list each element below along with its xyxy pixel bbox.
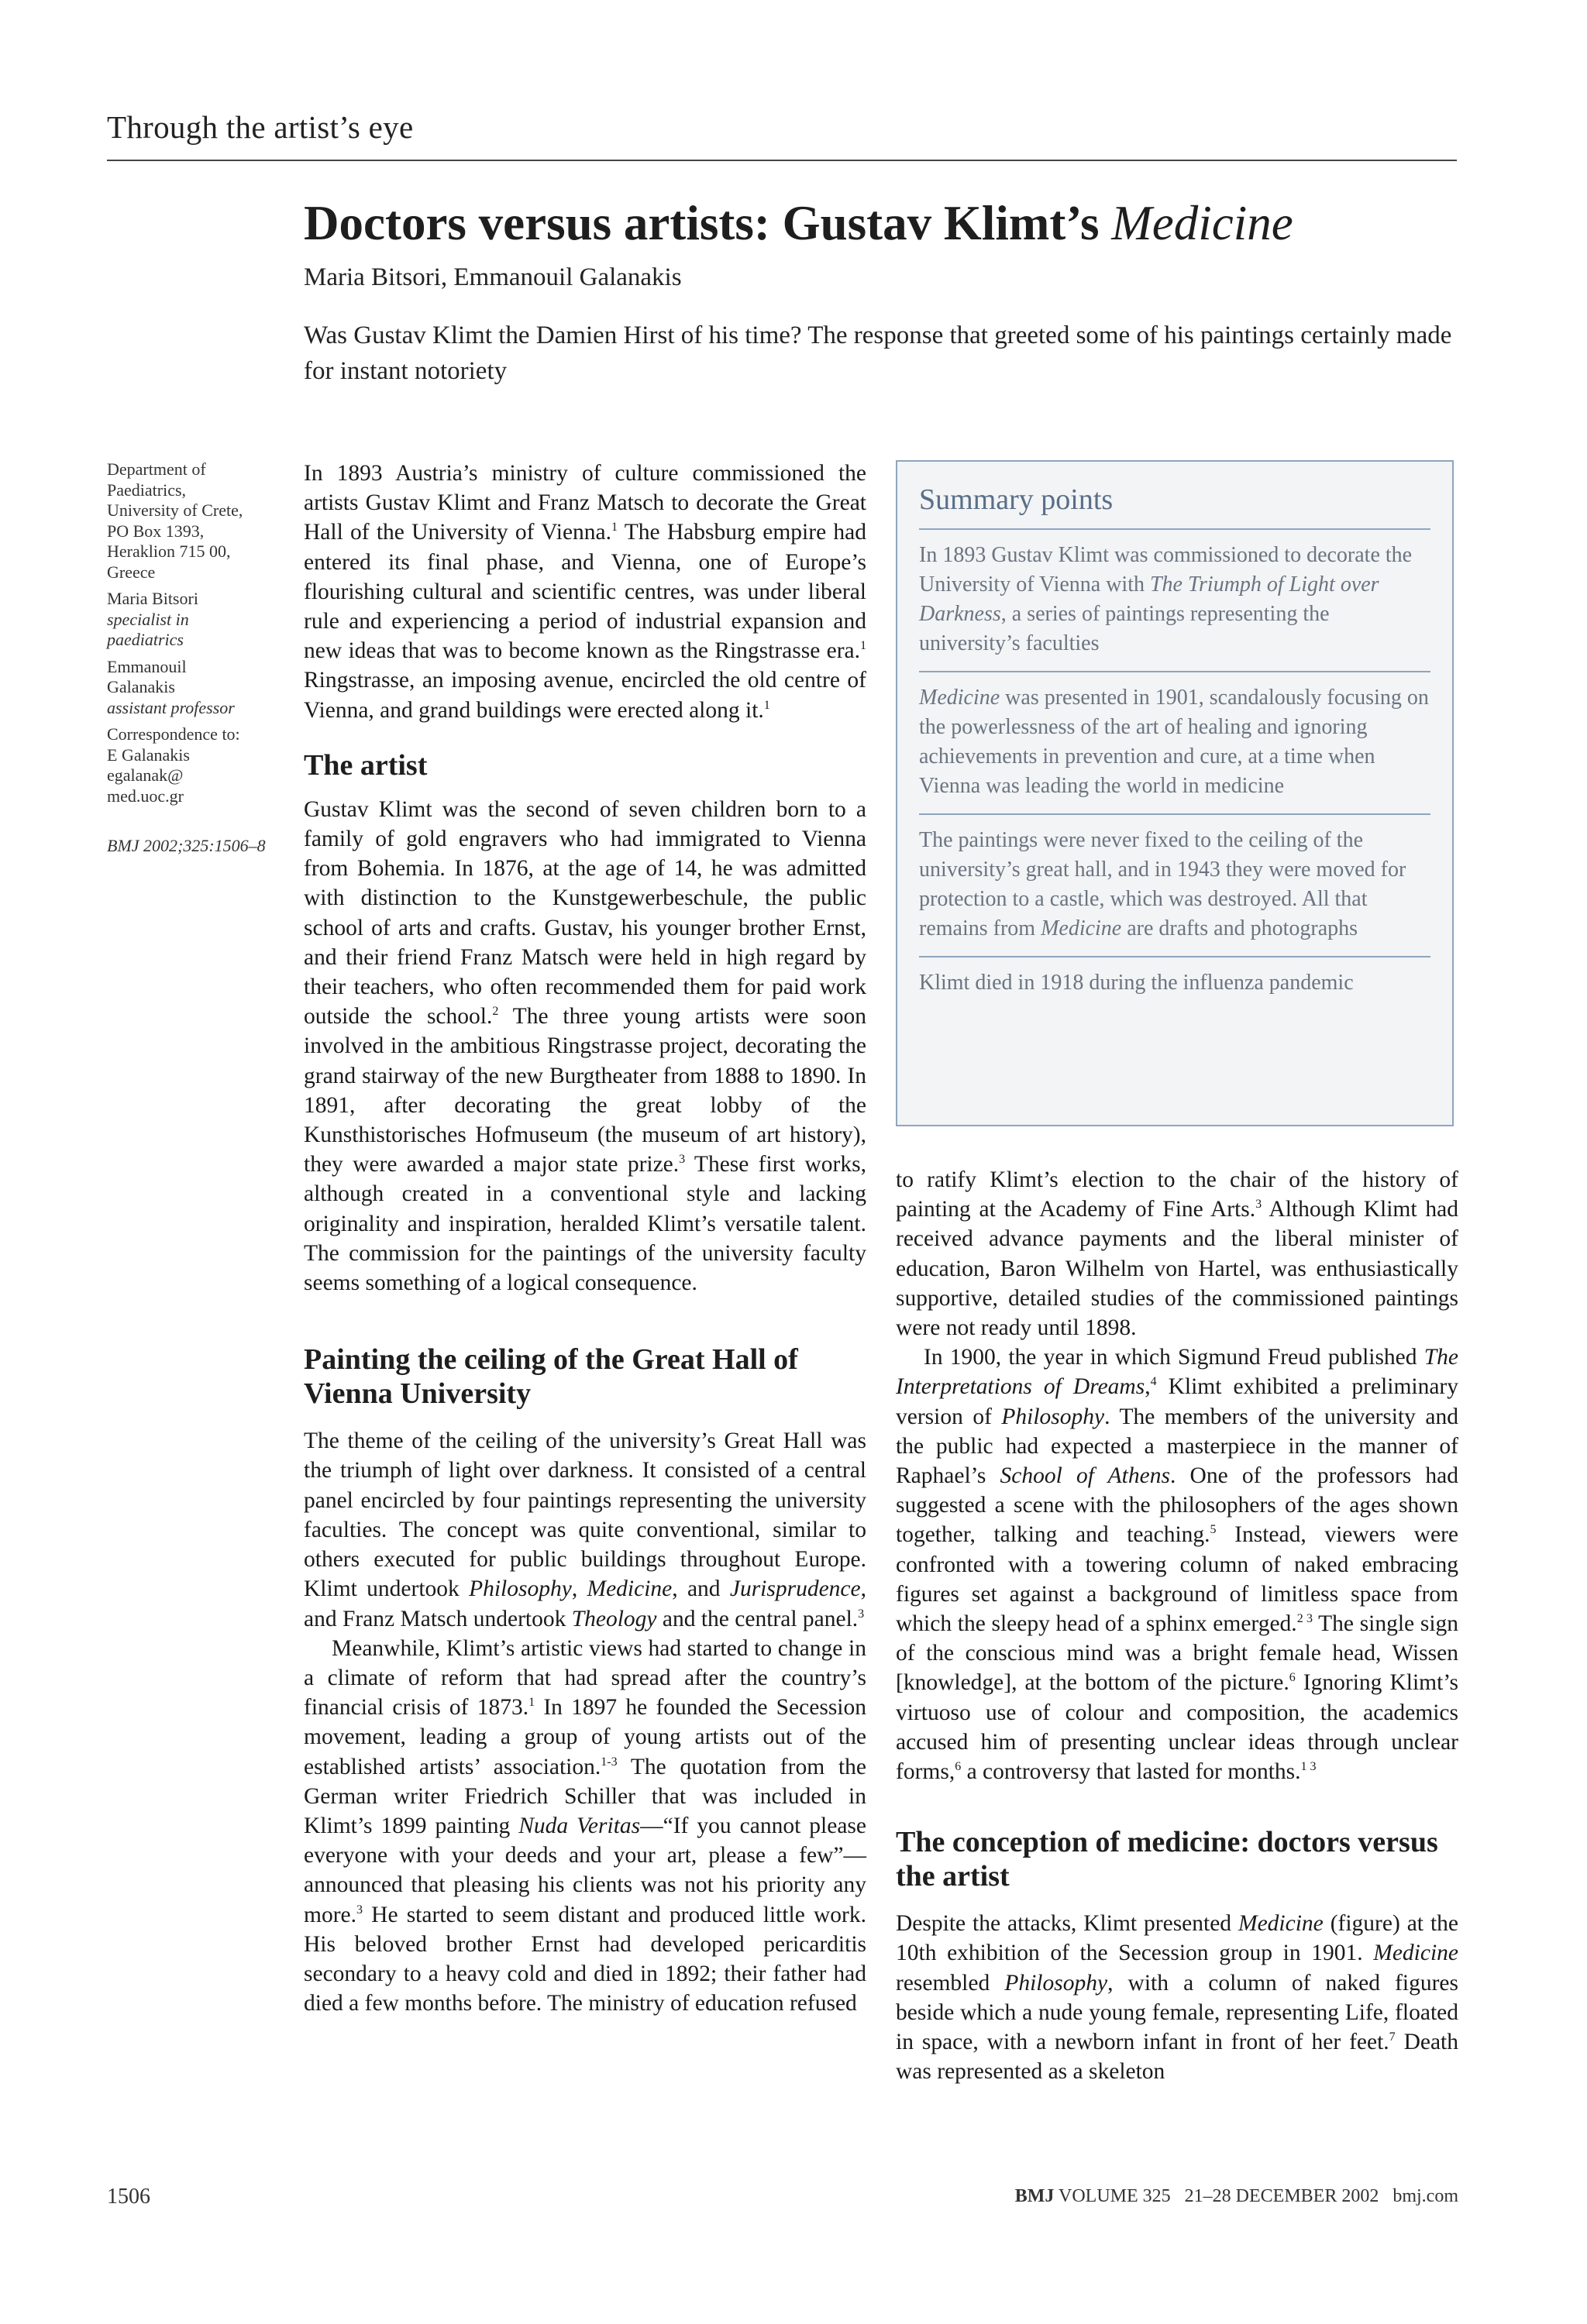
summary-point: Klimt died in 1918 during the influenza pandemic bbox=[919, 971, 1354, 995]
section-label: Through the artist’s eye bbox=[107, 109, 414, 145]
section-heading: The artist bbox=[304, 748, 428, 782]
header-rule bbox=[107, 160, 1457, 161]
summary-title: Summary points bbox=[919, 483, 1114, 516]
paragraph: to ratify Klimt’s election to the chair of the history of painting at the Academy of Fine Arts.$^3$ Although Klimt had received advance payments and the liberal minister of education, Baron Wilhelm von Hartel, was enthusiastically supportive, detailed studies of the commissioned paintings were not ready until 1898. bbox=[896, 1167, 1458, 1341]
paragraph: Meanwhile, Klimt’s artistic views had started to change in a climate of reform that had spread after the country’s financial crisis of 1873.$^1$ In 1897 he founded the Secession movement, leading a group of young artists out of the established artists’ association.$^{1-3}$ The quotation from the German writer Friedrich Schiller that was included in Klimt’s 1899 painting Nuda Veritas—“If you cannot please everyone with your deeds and your art, please a few”—announced that pleasing his clients was not his priority any more.$^3$ He started to seem distant and produced little work. His beloved brother Ernst had developed pericarditis secondary to a heavy cold and died in 1892; their father had died a few months before. The ministry of education refused bbox=[304, 1635, 866, 2016]
authors: Maria Bitsori, Emmanouil Galanakis bbox=[304, 263, 682, 291]
summary-divider bbox=[919, 671, 1430, 672]
affiliation-line: University of Crete, bbox=[107, 500, 243, 520]
author2-block bbox=[107, 657, 274, 719]
correspondence-line: E Galanakis bbox=[107, 744, 190, 765]
journal-issue: VOLUME 325 21–28 DECEMBER 2002 bmj.com bbox=[1054, 2186, 1458, 2206]
article-title bbox=[304, 195, 1293, 252]
title-italic: Medicine bbox=[1111, 196, 1293, 250]
correspondence-line: Correspondence to: bbox=[107, 724, 240, 744]
affiliation-line: Greece bbox=[107, 562, 156, 582]
section-heading: Painting the ceiling of the Great Hall of Vienna University bbox=[304, 1343, 798, 1411]
citation: BMJ 2002;325:1506–8 bbox=[107, 836, 266, 855]
summary-point: Medicine was presented in 1901, scandalously focusing on the powerlessness of the art of healing and ignoring achievements in prevention and cure, at a time when Vienna was leading the world in medicine bbox=[919, 686, 1429, 798]
affiliation-line: Department of bbox=[107, 459, 206, 479]
affiliation-line: Heraklion 715 00, bbox=[107, 541, 231, 561]
affiliation-line: PO Box 1393, bbox=[107, 521, 205, 541]
page-number: 1506 bbox=[107, 2185, 150, 2209]
author1-role: paediatrics bbox=[107, 630, 184, 649]
author2-role: assistant professor bbox=[107, 697, 235, 717]
summary-divider bbox=[919, 528, 1430, 530]
paragraph: In 1893 Austria’s ministry of culture commissioned the artists Gustav Klimt and Franz Matsch to decorate the Great Hall of the University of Vienna.$^1$ The Habsburg empire had entered its final phase, and Vienna, one of Europe’s flourishing cultural and scientific centres, was under liberal rule and experiencing a period of industrial expansion and new ideas that was to become known as the Ringstrasse era.$^1$ Ringstrasse, an imposing avenue, encircled the old centre of Vienna, and grand buildings were erected along it.$^1$ bbox=[304, 461, 866, 723]
author1-role: specialist in bbox=[107, 609, 189, 629]
summary-divider bbox=[919, 956, 1430, 957]
correspondence bbox=[107, 724, 274, 806]
journal-footer bbox=[1015, 2186, 1458, 2207]
paragraph: In 1900, the year in which Sigmund Freud published The Interpretations of Dreams,$^4$ Klimt exhibited a preliminary version of Philosophy. The members of the university and the public had expected a masterpiece in the manner of Raphael’s School of Athens. One of the professors had suggested a scene with the philosophers of the ages shown together, talking and teaching.$^5$ Instead, viewers were confronted with a towering column of naked embracing figures set against a background of limitless space from which the sleepy head of a sphinx emerged.$^{2 3}$ The single sign of the conscious mind was a bright female head, Wissen [knowledge], at the bottom of the picture.$^6$ Ignoring Klimt’s virtuoso use of colour and composition, the academics accused him of presenting unclear ideas through unclear forms,$^6$ a controversy that lasted for months.$^{1 3}$ bbox=[896, 1345, 1459, 1785]
author2-name: Emmanouil bbox=[107, 656, 187, 676]
summary-point: In 1893 Gustav Klimt was commissioned to decorate the University of Vienna with The Triumph of Light over Darkness, a series of paintings representing the university’s faculties bbox=[919, 543, 1413, 655]
body-column-1 bbox=[304, 459, 866, 2018]
affiliation bbox=[107, 459, 274, 583]
summary-divider bbox=[919, 813, 1430, 815]
author2-name: Galanakis bbox=[107, 677, 175, 696]
journal-name: BMJ bbox=[1014, 2186, 1055, 2206]
author-sidebar bbox=[107, 459, 274, 863]
affiliation-line: Paediatrics, bbox=[107, 480, 187, 500]
standfirst: Was Gustav Klimt the Damien Hirst of his time? The response that greeted some of his paintings certainly made for instant notoriety bbox=[304, 321, 1452, 385]
paragraph: The theme of the ceiling of the university’s Great Hall was the triumph of light over darkness. It consisted of a central panel encircled by four paintings representing the university faculties. The concept was quite conventional, similar to others executed for public buildings throughout Europe. Klimt undertook Philosophy, Medicine, and Jurisprudence, and Franz Matsch undertook Theology and the central panel.$^3$ bbox=[304, 1428, 866, 1631]
section-heading: The conception of medicine: doctors versus the artist bbox=[896, 1826, 1438, 1893]
author1-block bbox=[107, 589, 274, 651]
paragraph: Despite the attacks, Klimt presented Medicine (figure) at the 10th exhibition of the Secession group in 1901. Medicine resembled Philosophy, with a column of naked figures beside which a nude young female, representing Life, floated in space, with a newborn infant in front of her feet.$^7$ Death was represented as a skeleton bbox=[896, 1911, 1459, 2085]
title-text: Doctors versus artists: Gustav Klimt’s bbox=[304, 196, 1112, 250]
summary-points-box bbox=[896, 460, 1454, 1126]
correspondence-email[interactable]: med.uoc.gr bbox=[107, 786, 184, 806]
correspondence-email[interactable]: egalanak@ bbox=[107, 765, 184, 785]
paragraph: Gustav Klimt was the second of seven children born to a family of gold engravers who had immigrated to Vienna from Bohemia. In 1876, at the age of 14, he was admitted with distinction to the Kunstgewerbeschule, the public school of arts and crafts. Gustav, his younger brother Ernst, and their friend Franz Matsch were held in high regard by their teachers, who often recommended them for paid work outside the school.$^2$ The three young artists were soon involved in the ambitious Ringstrasse project, decorating the grand stairway of the new Burgtheater from 1888 to 1890. In 1891, after decorating the great lobby of the Kunsthistorisches Hofmuseum (the museum of art history), they were awarded a major state prize.$^3$ These first works, although created in a conventional style and lacking originality and inspiration, heralded Klimt’s versatile talent. The commission for the paintings of the university faculty seems something of a logical consequence. bbox=[304, 796, 866, 1296]
body-column-2 bbox=[896, 1165, 1458, 2086]
summary-point: The paintings were never fixed to the ceiling of the university’s great hall, and in 1943 they were moved for protection to a castle, which was destroyed. All that remains from Medicine are drafts and photographs bbox=[919, 828, 1406, 940]
author1-name: Maria Bitsori bbox=[107, 589, 198, 608]
